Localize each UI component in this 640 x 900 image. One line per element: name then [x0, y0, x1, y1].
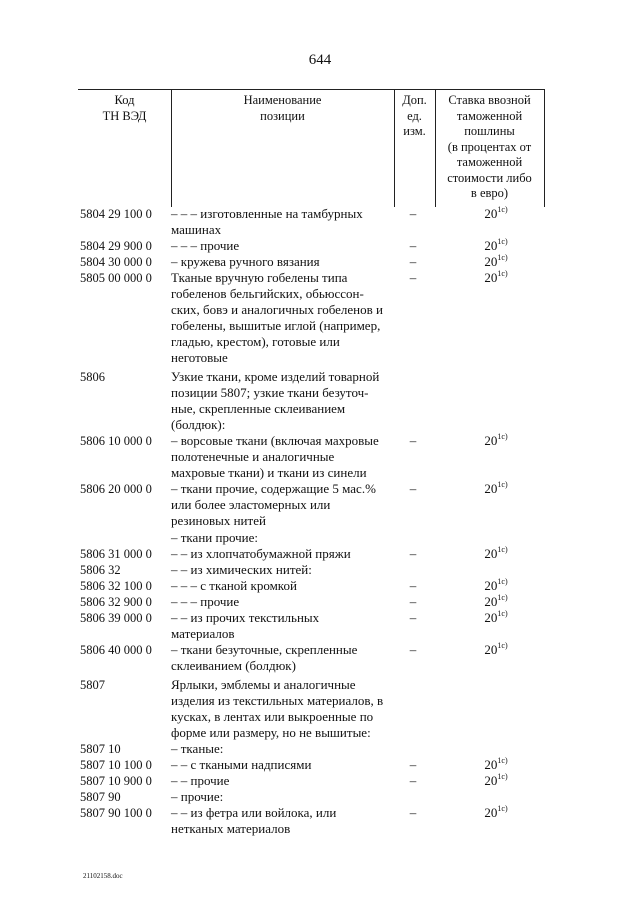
row-rate	[466, 594, 526, 610]
row-name-line: нетканых материалов	[171, 821, 291, 836]
rate-footnote: 1с)	[497, 545, 508, 554]
row-name	[171, 741, 391, 757]
row-name-line: форме или размеру, но не вышитые:	[171, 725, 371, 740]
row-name	[171, 433, 391, 481]
header-unit	[394, 93, 435, 140]
row-name-line: ные, скрепленные склеиванием	[171, 401, 346, 416]
rate-value: 20	[484, 610, 498, 625]
header-unit-line: изм.	[403, 124, 426, 138]
row-name	[171, 530, 391, 546]
row-name-line: позиции 5807; узкие ткани безуточ-	[171, 385, 369, 400]
header-name	[171, 93, 394, 124]
row-name-line: гобелены, вышитые иглой (например,	[171, 318, 381, 333]
row-rate	[466, 773, 526, 789]
row-rate	[466, 805, 526, 821]
rate-value: 20	[484, 642, 498, 657]
row-name-line: – ткани безуточные, скрепленные	[171, 642, 358, 657]
row-code: 5806 32 100 0	[80, 579, 152, 593]
row-name-line: – – – прочие	[171, 238, 240, 253]
rate-footnote: 1с)	[497, 641, 508, 650]
rate-value: 20	[484, 578, 498, 593]
rate-footnote: 1с)	[497, 609, 508, 618]
rate-value: 20	[484, 238, 498, 253]
rate-value: 20	[484, 433, 498, 448]
row-name-line: неготовые	[171, 350, 228, 365]
row-name-line: машинах	[171, 222, 222, 237]
header-code-line: Код	[114, 93, 135, 107]
header-code	[78, 93, 171, 124]
rate-footnote: 1с)	[497, 593, 508, 602]
row-name	[171, 805, 391, 837]
rate-value: 20	[484, 594, 498, 609]
row-name	[171, 562, 391, 578]
row-unit: –	[409, 206, 417, 221]
row-code: 5806 31 000 0	[80, 547, 152, 561]
row-rate	[466, 578, 526, 594]
row-code: 5807 10 100 0	[80, 758, 152, 772]
row-rate	[466, 270, 526, 286]
rate-footnote: 1с)	[497, 237, 508, 246]
row-code: 5807 90	[80, 790, 121, 804]
rate-footnote: 1с)	[497, 577, 508, 586]
row-name	[171, 677, 391, 741]
header-unit-line: ед.	[407, 108, 422, 123]
row-name	[171, 270, 391, 366]
row-name	[171, 369, 391, 433]
rate-value: 20	[484, 546, 498, 561]
row-name-line: махровые ткани) и ткани из синели	[171, 465, 367, 480]
row-code: 5807	[80, 678, 105, 692]
header-rate	[435, 93, 544, 202]
rate-value: 20	[484, 773, 498, 788]
row-name-line: полотенечные и аналогичные	[171, 449, 335, 464]
page-number: 644	[308, 52, 332, 68]
rate-value: 20	[484, 481, 498, 496]
row-name-line: – – из прочих текстильных	[171, 610, 320, 625]
row-name	[171, 481, 391, 529]
header-rate-line: таможенной	[456, 108, 523, 123]
row-unit: –	[409, 481, 417, 496]
row-code: 5806 32 900 0	[80, 595, 152, 609]
row-name-line: – – прочие	[171, 773, 230, 788]
row-code: 5806	[80, 370, 105, 384]
row-unit: –	[409, 254, 417, 269]
row-rate	[466, 642, 526, 658]
row-name	[171, 594, 391, 610]
row-rate	[466, 238, 526, 254]
rate-footnote: 1с)	[497, 480, 508, 489]
row-rate	[466, 254, 526, 270]
rate-footnote: 1с)	[497, 804, 508, 813]
header-unit-line: Доп.	[402, 93, 427, 107]
row-name-line: (болдюк):	[171, 417, 226, 432]
row-unit: –	[409, 270, 417, 285]
row-unit: –	[409, 805, 417, 820]
row-rate	[466, 757, 526, 773]
row-rate	[466, 433, 526, 449]
row-name-line: Ярлыки, эмблемы и аналогичные	[171, 677, 356, 692]
row-unit: –	[409, 594, 417, 609]
row-unit: –	[409, 433, 417, 448]
header-rate-line: в евро)	[470, 186, 509, 200]
row-name-line: кусках, в лентах или выкроенные по	[171, 709, 374, 724]
row-unit: –	[409, 773, 417, 788]
rate-footnote: 1с)	[497, 253, 508, 262]
header-rate-line: стоимости либо	[447, 170, 532, 185]
row-name-line: – кружева ручного вязания	[171, 254, 320, 269]
rate-value: 20	[484, 206, 498, 221]
row-name	[171, 789, 391, 805]
header-name-line: Наименование	[243, 93, 322, 107]
row-name	[171, 578, 391, 594]
row-code: 5806 39 000 0	[80, 611, 152, 625]
row-name	[171, 610, 391, 642]
row-code: 5807 10 900 0	[80, 774, 152, 788]
row-code: 5805 00 000 0	[80, 271, 152, 285]
row-name-line: – ткани прочие, содержащие 5 мас.%	[171, 481, 376, 496]
row-name	[171, 254, 391, 270]
row-code: 5806 32	[80, 563, 121, 577]
rate-value: 20	[484, 270, 498, 285]
row-name-line: – – – прочие	[171, 594, 240, 609]
rate-value: 20	[484, 805, 498, 820]
row-code: 5806 40 000 0	[80, 643, 152, 657]
table-top-rule	[78, 89, 544, 90]
row-name-line: – – с ткаными надписями	[171, 757, 312, 772]
header-name-line: позиции	[260, 108, 305, 123]
row-name-line: изделия из текстильных материалов, в	[171, 693, 384, 708]
row-rate	[466, 206, 526, 222]
row-name-line: – ворсовые ткани (включая махровые	[171, 433, 379, 448]
rate-footnote: 1с)	[497, 756, 508, 765]
rate-footnote: 1с)	[497, 772, 508, 781]
document-filename: 21102158.doc	[83, 872, 123, 880]
rate-value: 20	[484, 254, 498, 269]
row-unit: –	[409, 238, 417, 253]
row-rate	[466, 481, 526, 497]
row-name-line: – – из хлопчатобумажной пряжи	[171, 546, 351, 561]
row-unit: –	[409, 546, 417, 561]
row-code: 5804 29 900 0	[80, 239, 152, 253]
row-name-line: – прочие:	[171, 789, 224, 804]
header-rate-line: таможенной	[456, 155, 523, 169]
row-code: 5804 30 000 0	[80, 255, 152, 269]
row-name-line: – – из фетра или войлока, или	[171, 805, 337, 820]
row-name	[171, 773, 391, 789]
row-name-line: – – – изготовленные на тамбурных	[171, 206, 363, 221]
row-name	[171, 238, 391, 254]
row-code: 5806 10 000 0	[80, 434, 152, 448]
row-code: 5807 90 100 0	[80, 806, 152, 820]
header-code-line: ТН ВЭД	[102, 108, 147, 123]
row-code: 5804 29 100 0	[80, 207, 152, 221]
row-unit: –	[409, 642, 417, 657]
row-name-line: материалов	[171, 626, 235, 641]
row-name-line: резиновых нитей	[171, 513, 266, 528]
row-code: 5806 20 000 0	[80, 482, 152, 496]
row-name-line: Тканые вручную гобелены типа	[171, 270, 348, 285]
row-name-line: склеиванием (болдюк)	[171, 658, 296, 673]
row-name-line: – – из химических нитей:	[171, 562, 312, 577]
row-unit: –	[409, 610, 417, 625]
row-rate	[466, 546, 526, 562]
row-name-line: или более эластомерных или	[171, 497, 331, 512]
rate-value: 20	[484, 757, 498, 772]
row-name-line: ских, бовэ и аналогичных гобеленов и	[171, 302, 383, 317]
row-name-line: – ткани прочие:	[171, 530, 258, 545]
header-rate-line: пошлины	[464, 124, 515, 138]
row-name-line: гобеленов бельгийских, обьюссон-	[171, 286, 364, 301]
rate-footnote: 1с)	[497, 432, 508, 441]
row-name	[171, 757, 391, 773]
row-unit: –	[409, 757, 417, 772]
rate-footnote: 1с)	[497, 205, 508, 214]
row-rate	[466, 610, 526, 626]
row-name	[171, 546, 391, 562]
row-name-line: – тканые:	[171, 741, 224, 756]
rate-footnote: 1с)	[497, 269, 508, 278]
header-rate-line: (в процентах от	[447, 139, 532, 154]
header-rate-line: Ставка ввозной	[448, 93, 531, 107]
row-name	[171, 206, 391, 238]
row-name-line: гладью, крестом), готовые или	[171, 334, 340, 349]
row-code: 5807 10	[80, 742, 121, 756]
row-name-line: Узкие ткани, кроме изделий товарной	[171, 369, 380, 384]
row-name	[171, 642, 391, 674]
row-unit: –	[409, 578, 417, 593]
column-divider	[544, 89, 545, 207]
row-name-line: – – – с тканой кромкой	[171, 578, 297, 593]
